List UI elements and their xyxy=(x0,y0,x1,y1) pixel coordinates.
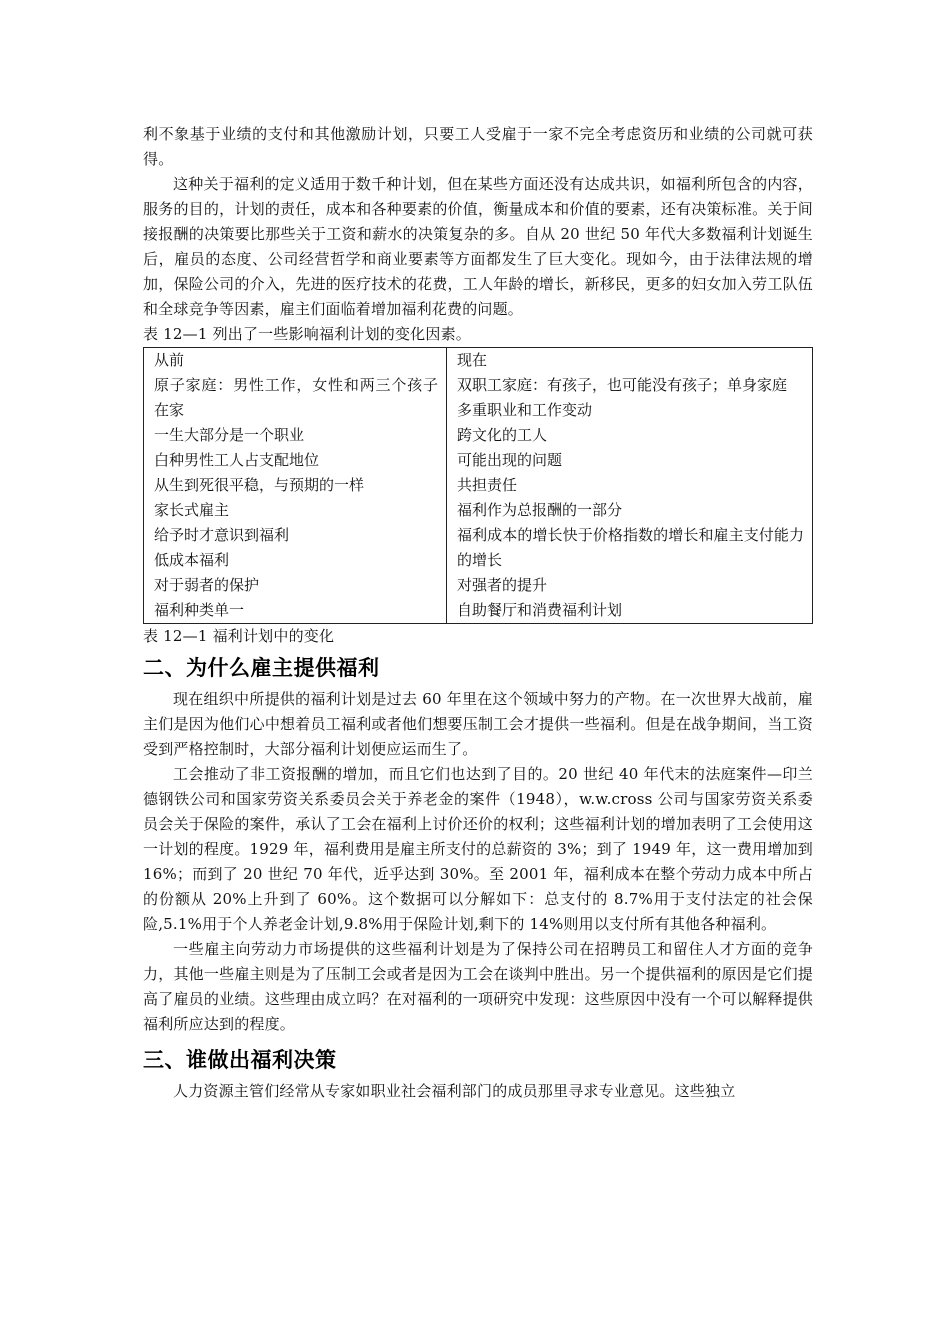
paragraph: 利不象基于业绩的支付和其他激励计划，只要工人受雇于一家不完全考虑资历和业绩的公司就可获得。 xyxy=(143,125,813,168)
section-heading: 三、谁做出福利决策 xyxy=(143,1048,337,1072)
table-intro: 表 12—1 列出了一些影响福利计划的变化因素。 xyxy=(143,325,471,343)
table-cell: 原子家庭：男性工作，女性和两三个孩子在家 xyxy=(154,376,438,419)
table-caption: 表 12—1 福利计划中的变化 xyxy=(143,627,335,645)
table-row xyxy=(144,348,813,624)
document-body xyxy=(143,122,813,1104)
paragraph: 现在组织中所提供的福利计划是过去 60 年里在这个领域中努力的产物。在一次世界大战前，雇主们是因为他们心中想着员工福利或者他们想要压制工会才提供一些福利。但是在战争期间，当工资受到严格控制时，大部分福利计划便应运而生了。 xyxy=(143,690,813,758)
table-cell: 一生大部分是一个职业 xyxy=(154,426,305,444)
table-cell: 低成本福利 xyxy=(154,551,230,569)
table-cell: 从前 xyxy=(154,351,185,369)
paragraph: 工会推动了非工资报酬的增加，而且它们也达到了目的。20 世纪 40 年代末的法庭案件—印兰德钢铁公司和国家劳资关系委员会关于养老金的案件（1948），w.w.cross 公司与国家劳资关系委员会关于保险的案件，承认了工会在福利上讨价还价的权利；这些福利计划的增加表明了工会使用这一计划的程度。1929 年，福利费用是雇主所支付的总薪资的 3%；到了 1949 年，这一费用增加到 16%；而到了 20 世纪 70 年代，近乎达到 30%。至 2001 年，福利成本在整个劳动力成本中所占的份额从 20%上升到了 60%。这个数据可以分解如下：总支付的 8.7%用于支付法定的社会保险,5.1%用于个人养老金计划,9.8%用于保险计划,剩下的 14%则用以支付所有其他各种福利。 xyxy=(143,765,813,933)
table-cell: 多重职业和工作变动 xyxy=(457,401,593,419)
table-cell: 福利作为总报酬的一部分 xyxy=(457,501,623,519)
table-cell: 自助餐厅和消费福利计划 xyxy=(457,601,623,619)
comparison-table xyxy=(143,347,813,624)
table-cell: 双职工家庭：有孩子，也可能没有孩子；单身家庭 xyxy=(457,376,788,394)
table-column-before xyxy=(144,348,447,624)
table-cell: 家长式雇主 xyxy=(154,501,230,519)
table-column-now xyxy=(447,348,813,624)
table-cell: 福利种类单一 xyxy=(154,601,245,619)
table-cell: 白种男性工人占支配地位 xyxy=(154,451,320,469)
table-cell: 对于弱者的保护 xyxy=(154,576,260,594)
table-cell: 可能出现的问题 xyxy=(457,451,563,469)
paragraph: 一些雇主向劳动力市场提供的这些福利计划是为了保持公司在招聘员工和留住人才方面的竞争力，其他一些雇主则是为了压制工会或者是因为工会在谈判中胜出。另一个提供福利的原因是它们提高了雇员的业绩。这些理由成立吗？在对福利的一项研究中发现：这些原因中没有一个可以解释提供福利所应达到的程度。 xyxy=(143,940,813,1033)
paragraph: 这种关于福利的定义适用于数千种计划，但在某些方面还没有达成共识，如福利所包含的内容，服务的目的，计划的责任，成本和各种要素的价值，衡量成本和价值的要素，还有决策标准。关于间接报酬的决策要比那些关于工资和薪水的决策复杂的多。自从 20 世纪 50 年代大多数福利计划诞生后，雇员的态度、公司经营哲学和商业要素等方面都发生了巨大变化。现如今，由于法律法规的增加，保险公司的介入，先进的医疗技术的花费，工人年龄的增长，新移民，更多的妇女加入劳工队伍和全球竞争等因素，雇主们面临着增加福利花费的问题。 xyxy=(143,175,813,318)
table-cell: 跨文化的工人 xyxy=(457,426,548,444)
paragraph: 人力资源主管们经常从专家如职业社会福利部门的成员那里寻求专业意见。这些独立 xyxy=(173,1082,736,1100)
table-cell: 福利成本的增长快于价格指数的增长和雇主支付能力的增长 xyxy=(457,526,804,569)
table-cell: 对强者的提升 xyxy=(457,576,548,594)
table-cell: 现在 xyxy=(457,351,488,369)
section-heading: 二、为什么雇主提供福利 xyxy=(143,656,380,680)
table-cell: 从生到死很平稳，与预期的一样 xyxy=(154,476,365,494)
table-cell: 给予时才意识到福利 xyxy=(154,526,290,544)
table-cell: 共担责任 xyxy=(457,476,518,494)
